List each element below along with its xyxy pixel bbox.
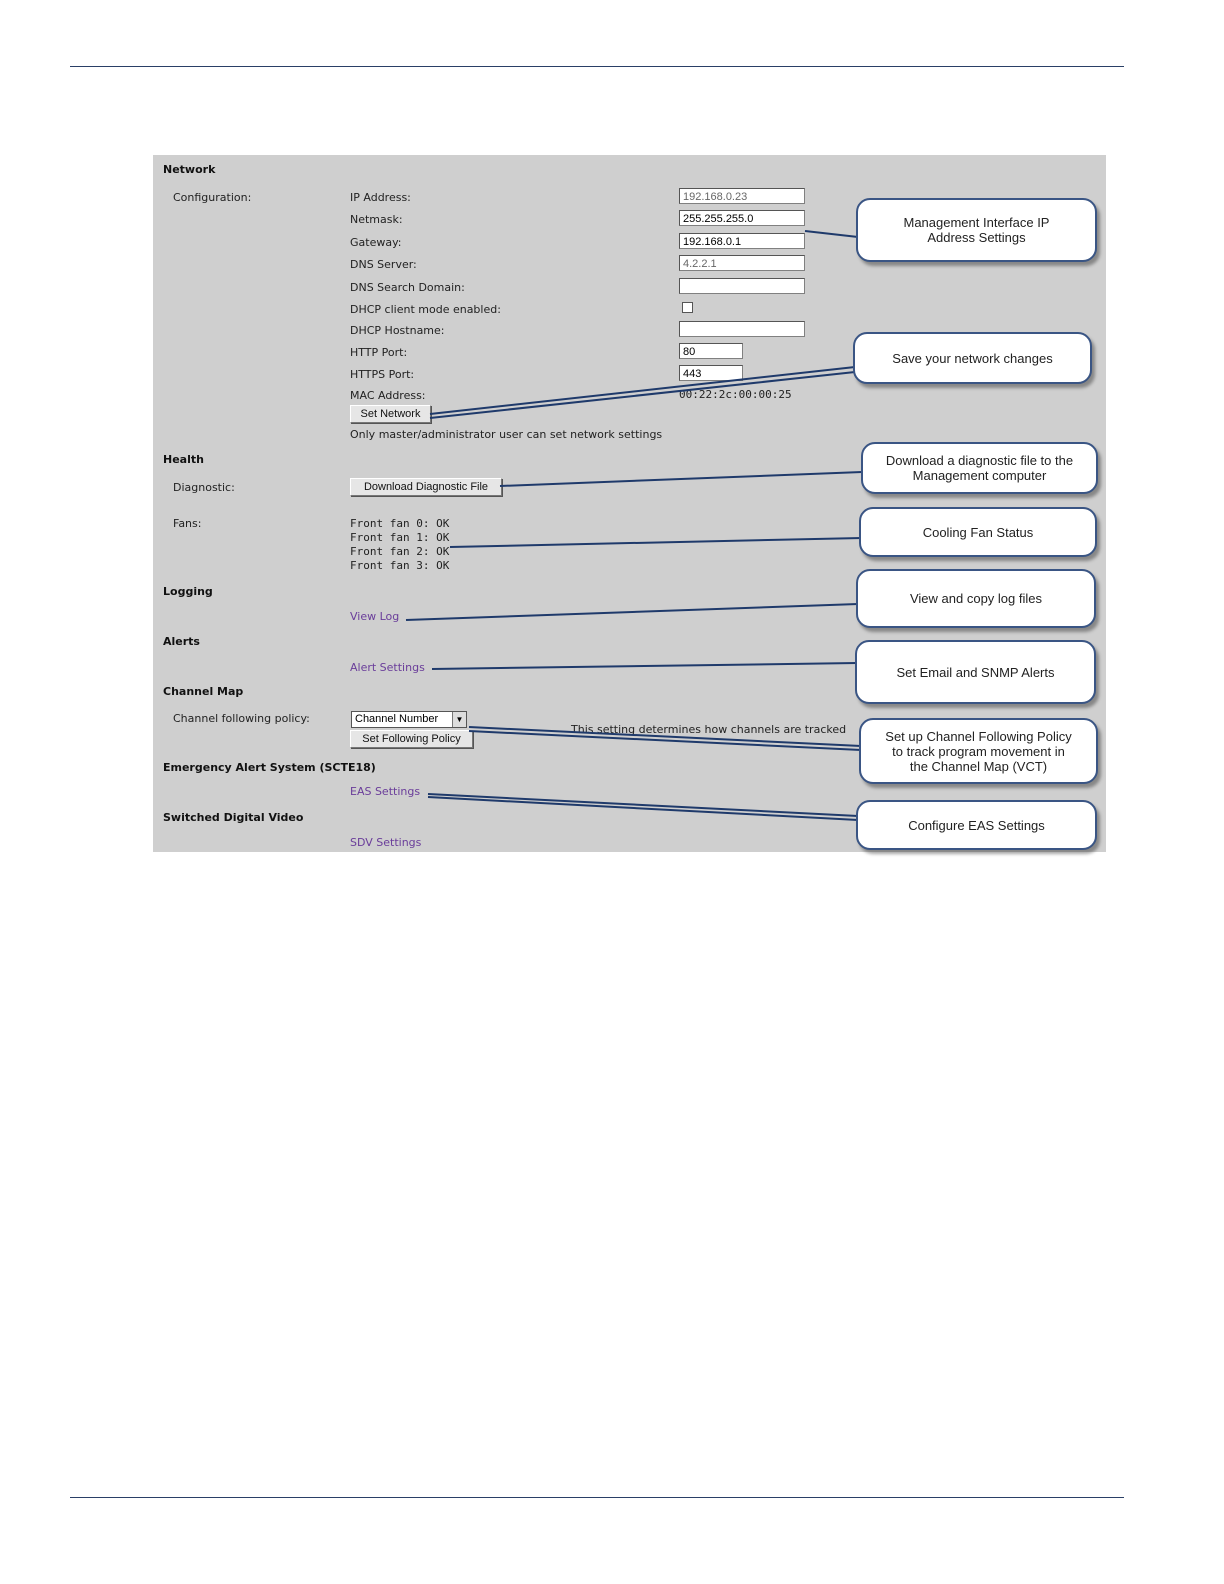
callout-alerts: Set Email and SNMP Alerts (855, 640, 1096, 704)
http-label: HTTP Port: (350, 346, 408, 359)
alert-settings-link[interactable]: Alert Settings (350, 661, 425, 674)
gateway-label: Gateway: (350, 236, 402, 249)
leader-line (469, 731, 861, 750)
callout-channel-following: Set up Channel Following Policy to track program movement in the Channel Map (VCT) (859, 718, 1098, 784)
network-note: Only master/administrator user can set network settings (350, 428, 663, 441)
leader-line (450, 538, 862, 547)
callout-cooling-fan: Cooling Fan Status (859, 507, 1097, 557)
channel-policy-label: Channel following policy: (173, 712, 310, 725)
health-title: Health (163, 453, 204, 466)
gateway-input[interactable]: 192.168.0.1 (679, 233, 805, 249)
channel-policy-value: Channel Number (355, 713, 439, 725)
callout-download-diagnostic: Download a diagnostic file to the Management computer (861, 442, 1098, 494)
dns-search-label: DNS Search Domain: (350, 281, 465, 294)
leader-line (432, 663, 857, 669)
set-network-button[interactable]: Set Network (350, 405, 431, 423)
fans-label: Fans: (173, 517, 202, 530)
leader-line (469, 727, 861, 746)
netmask-input[interactable]: 255.255.255.0 (679, 210, 805, 226)
dns-server-input[interactable]: 4.2.2.1 (679, 255, 805, 271)
sdv-settings-link[interactable]: SDV Settings (350, 836, 422, 849)
mac-label: MAC Address: (350, 389, 426, 402)
fan-status: Front fan 3: OK (350, 559, 450, 572)
channel-map-title: Channel Map (163, 685, 244, 698)
network-title: Network (163, 163, 216, 176)
configuration-label: Configuration: (173, 191, 252, 204)
http-port-input[interactable]: 80 (679, 343, 743, 359)
alerts-title: Alerts (163, 635, 200, 648)
netmask-label: Netmask: (350, 213, 403, 226)
chevron-down-icon[interactable]: ▼ (452, 712, 466, 727)
ip-label: IP Address: (350, 191, 411, 204)
fan-status: Front fan 0: OK (350, 517, 450, 530)
leader-line (428, 797, 858, 820)
callout-management-ip: Management Interface IP Address Settings (856, 198, 1097, 262)
channel-policy-hint: This setting determines how channels are tracked (571, 723, 847, 736)
fan-status: Front fan 1: OK (350, 531, 450, 544)
download-diagnostic-button[interactable]: Download Diagnostic File (350, 478, 502, 496)
leader-line (430, 372, 855, 418)
hostname-label: DHCP Hostname: (350, 324, 445, 337)
dns-label: DNS Server: (350, 258, 417, 271)
fan-status: Front fan 2: OK (350, 545, 450, 558)
eas-settings-link[interactable]: EAS Settings (350, 785, 421, 798)
callout-view-log: View and copy log files (856, 569, 1096, 628)
leader-line (500, 472, 862, 486)
dhcp-label: DHCP client mode enabled: (350, 303, 501, 316)
eas-title: Emergency Alert System (SCTE18) (163, 761, 376, 774)
leader-line (805, 231, 858, 237)
leader-line (428, 794, 858, 816)
set-following-policy-button[interactable]: Set Following Policy (350, 730, 473, 748)
ip-address-input[interactable]: 192.168.0.23 (679, 188, 805, 204)
diagnostic-label: Diagnostic: (173, 481, 235, 494)
callout-save-network: Save your network changes (853, 332, 1092, 384)
callout-eas: Configure EAS Settings (856, 800, 1097, 850)
sdv-title: Switched Digital Video (163, 811, 304, 824)
logging-title: Logging (163, 585, 213, 598)
leader-line (430, 367, 855, 414)
https-label: HTTPS Port: (350, 368, 415, 381)
view-log-link[interactable]: View Log (350, 610, 400, 623)
leader-line (406, 604, 858, 620)
mac-address-value: 00:22:2c:00:00:25 (679, 388, 792, 401)
https-port-input[interactable]: 443 (679, 365, 743, 381)
